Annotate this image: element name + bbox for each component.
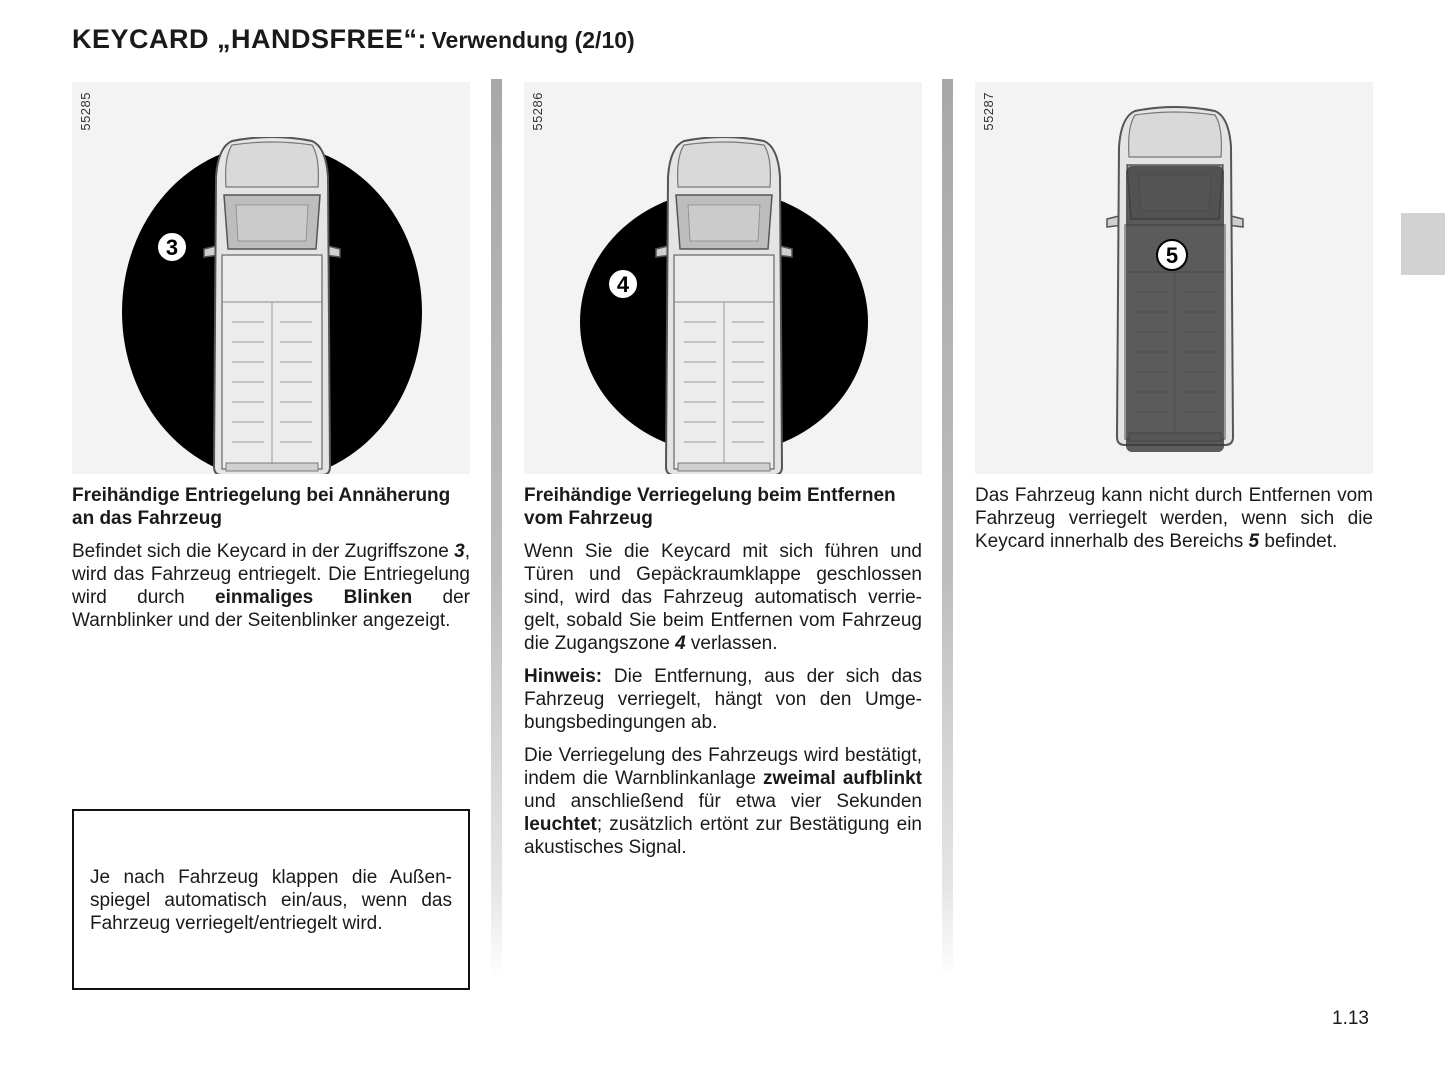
zone-label: 5: [1165, 243, 1179, 268]
illustration-inside-zone: [975, 82, 1373, 474]
van-topview-icon: [204, 137, 340, 474]
column-lock: [524, 82, 922, 859]
column-divider: [942, 79, 953, 979]
image-code: 55285: [78, 92, 93, 131]
page-number: 1.13: [1332, 1008, 1369, 1029]
section-heading: Freihändige Entriegelung bei Annäherung an das Fahrzeug: [72, 485, 451, 529]
body-paragraph: Die Verriegelung des Fahrzeugs wird bestätigt, indem die Warnblinkanlage zweimal aufblinkt und anschließend für etwa vier Sekunden leuchtet; zusätzlich ertönt zur Bestätigung ein akustisches Signal.: [524, 745, 922, 858]
zone-label: 3: [165, 235, 179, 260]
illustration-lock-zone: [524, 82, 922, 474]
image-code: 55286: [530, 92, 545, 131]
page-title: [72, 24, 635, 55]
column-inside-zone: [975, 82, 1373, 553]
body-paragraph: Wenn Sie die Keycard mit sich führen und Türen und Gepäckraumklappe geschlossen sind, wird das Fahrzeug automatisch verriegelt, sobald Sie beim Entfernen vom Fahrzeug die Zugangszone 4 verlassen.: [524, 541, 922, 654]
title-sub: Verwendung (2/10): [431, 27, 635, 53]
note-box: [72, 809, 470, 990]
body-paragraph: Das Fahrzeug kann nicht durch Entfernen vom Fahrzeug verriegelt werden, wenn sich die Keycard innerhalb des Bereichs 5 befindet.: [975, 485, 1373, 552]
inside-zone-area: [1126, 166, 1224, 452]
section-tab: [1401, 213, 1445, 275]
image-code: 55287: [981, 92, 996, 131]
section-heading: Freihändige Verriegelung beim Entfernen vom Fahrzeug: [524, 485, 896, 529]
note-text: Je nach Fahrzeug klappen die Außenspiegel automatisch ein/aus, wenn das Fahrzeug verriegelt/entriegelt wird.: [90, 867, 452, 934]
body-paragraph: Befindet sich die Keycard in der Zugriffszone 3, wird das Fahrzeug entriegelt. Die Entriegelung wird durch einmaliges Blinken der Warnblinker und der Seitenblinker angezeigt.: [72, 541, 470, 631]
note-paragraph: Hinweis: Die Entfernung, aus der sich das Fahrzeug verriegelt, hängt von den Umgebungsbedingungen ab.: [524, 666, 922, 733]
column-divider: [491, 79, 502, 979]
zone-label: 4: [616, 272, 630, 297]
illustration-unlock-zone: [72, 82, 470, 474]
van-topview-icon: [656, 137, 792, 474]
title-main: KEYCARD „HANDSFREE“:: [72, 24, 428, 54]
column-unlock: [72, 82, 470, 632]
